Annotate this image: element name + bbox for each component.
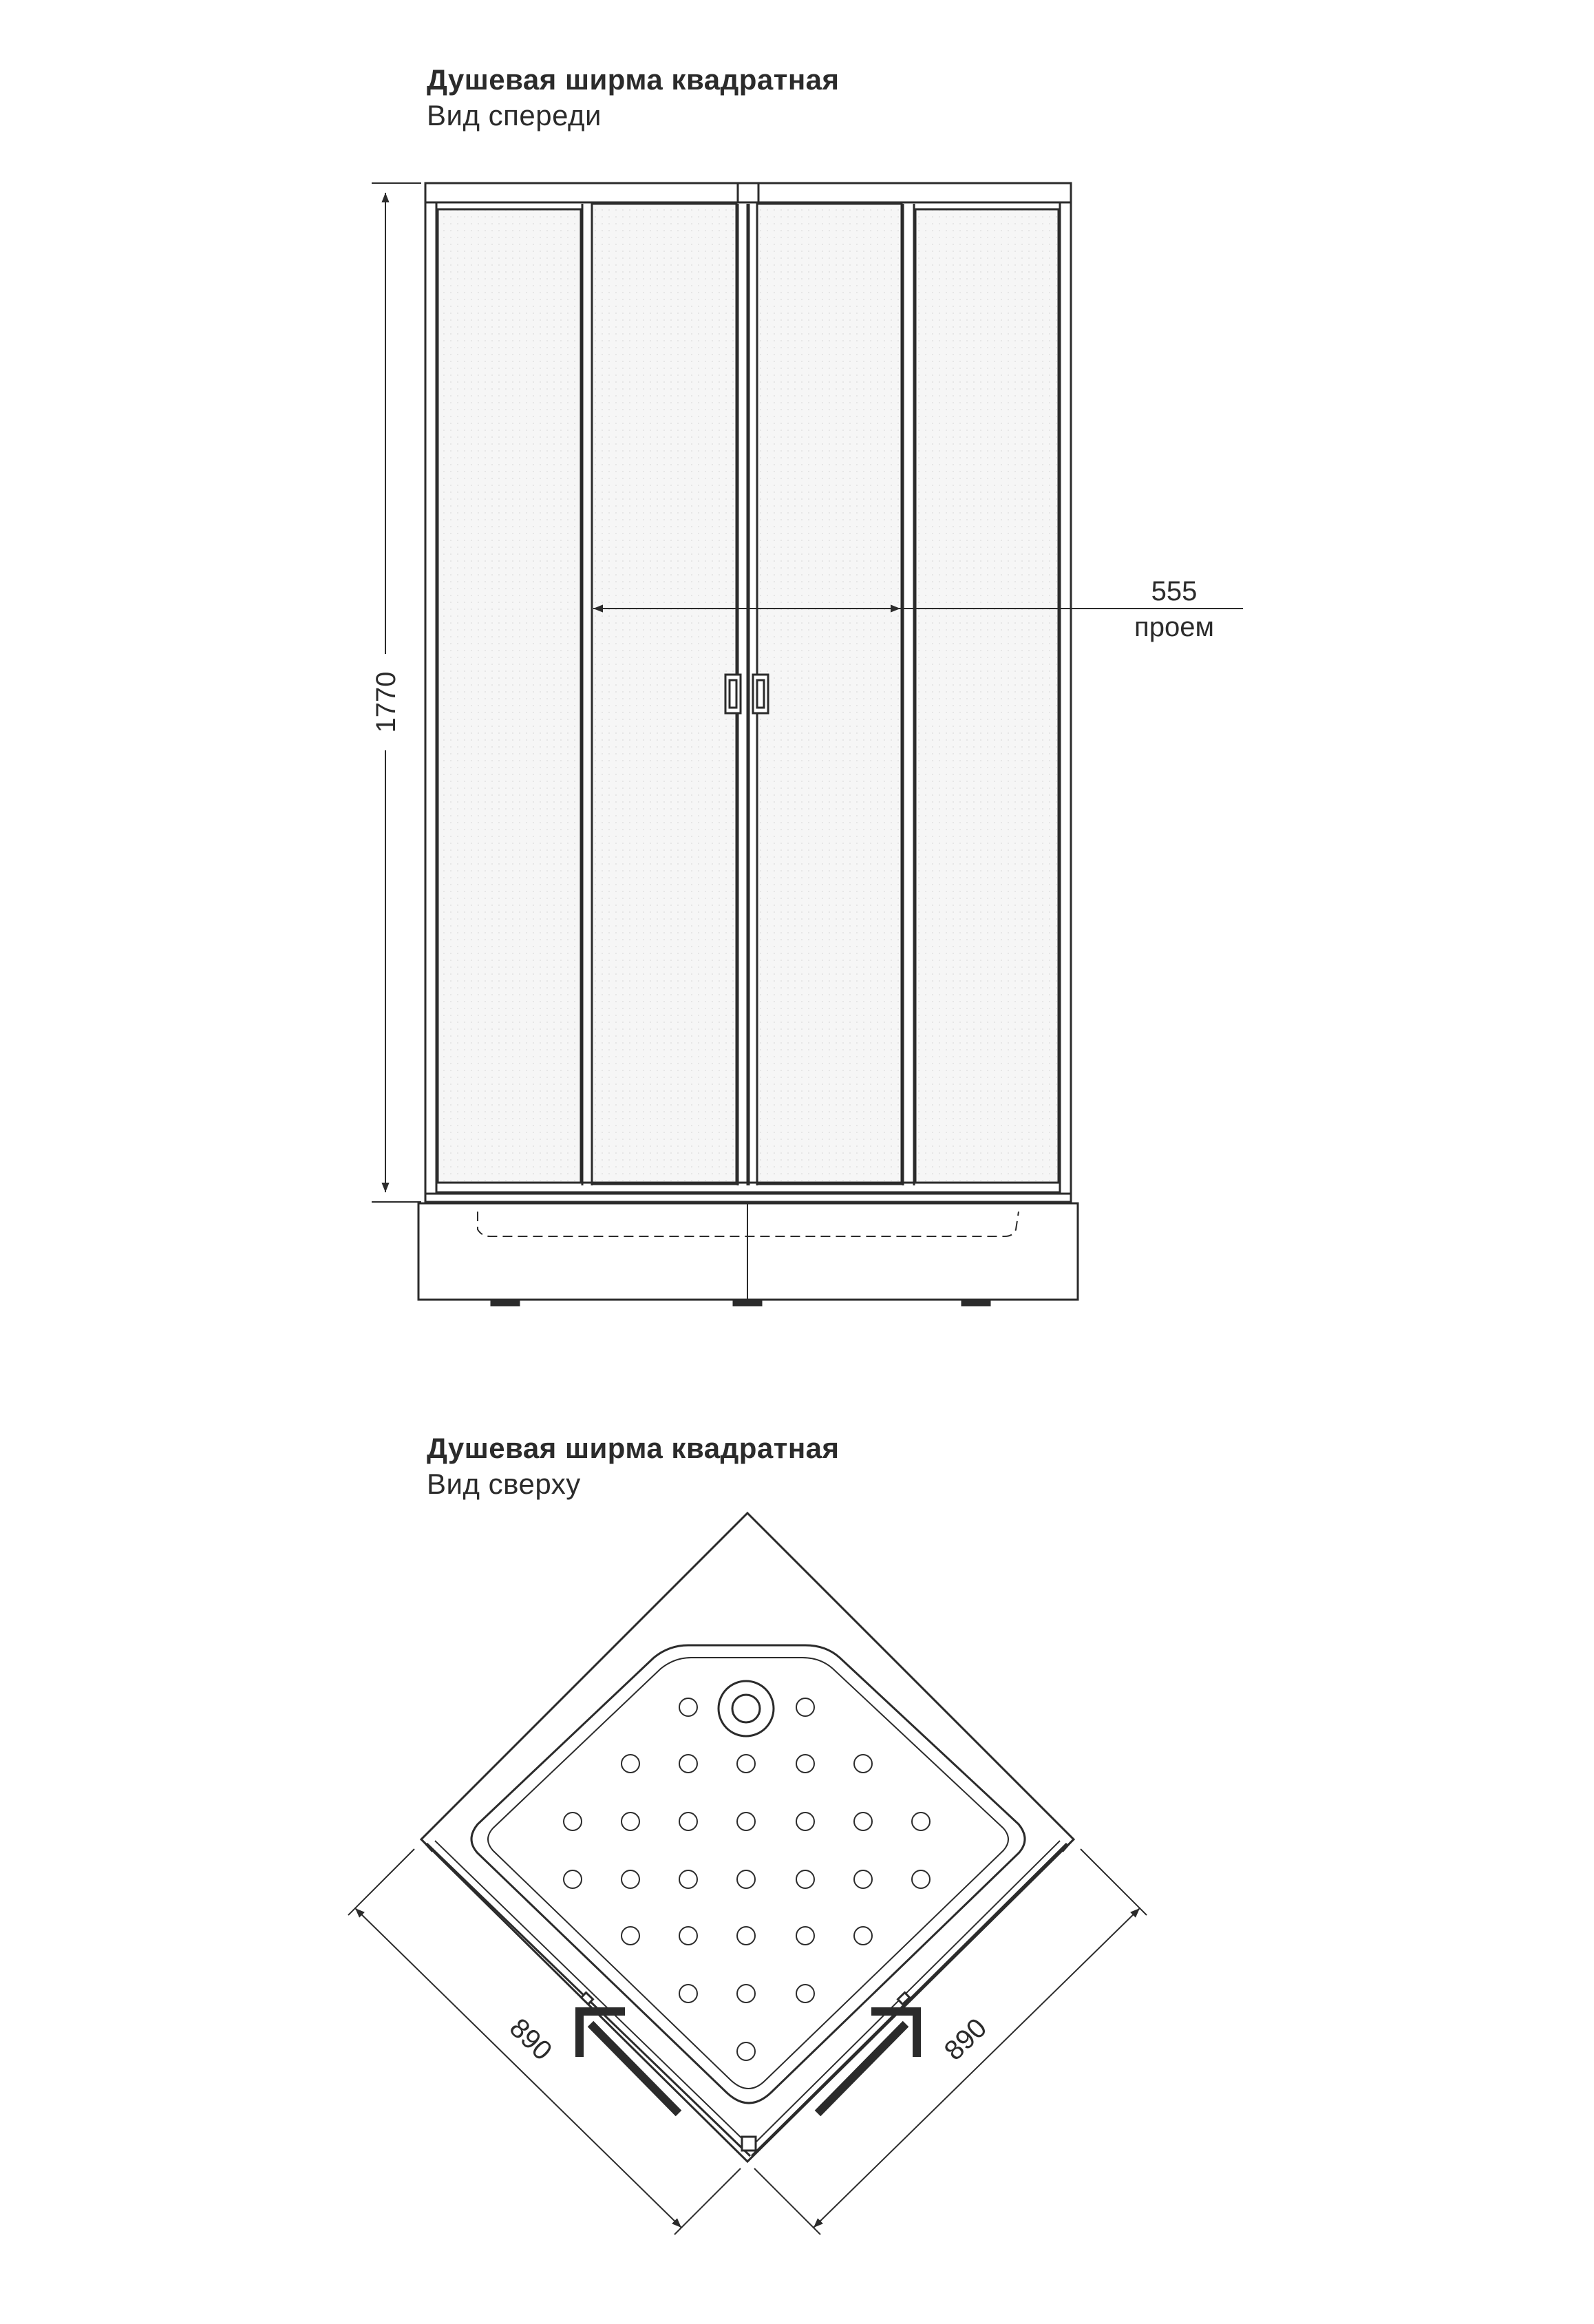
left-side-dim-label: 890 [503, 2012, 558, 2067]
anti-slip-dot [679, 1927, 697, 1945]
height-dim-label: 1770 [371, 671, 401, 733]
anti-slip-dot [737, 1927, 755, 1945]
anti-slip-dot [679, 1985, 697, 2003]
anti-slip-dot [621, 1813, 639, 1830]
anti-slip-dot [621, 1755, 639, 1773]
anti-slip-dot [621, 1870, 639, 1888]
anti-slip-dot [854, 1813, 872, 1830]
anti-slip-dot [564, 1870, 582, 1888]
anti-slip-dot [737, 2042, 755, 2060]
left-sliding-door [592, 204, 736, 1184]
front-view-subtitle: Вид спереди [427, 99, 602, 131]
anti-slip-dot [737, 1870, 755, 1888]
tray-foot [734, 1300, 761, 1305]
anti-slip-dot [737, 1985, 755, 2003]
anti-slip-dot [796, 1870, 814, 1888]
anti-slip-dot [796, 1985, 814, 2003]
opening-label: проем [1134, 612, 1214, 642]
right-fixed-panel [915, 209, 1059, 1183]
right-sliding-door [757, 204, 902, 1184]
tray-foot [491, 1300, 519, 1305]
top-view [421, 1513, 1074, 2162]
anti-slip-dot [679, 1813, 697, 1830]
front-view [418, 183, 1078, 1305]
anti-slip-dot [796, 1927, 814, 1945]
anti-slip-dot [679, 1870, 697, 1888]
anti-slip-dot [621, 1927, 639, 1945]
anti-slip-dot [737, 1813, 755, 1830]
anti-slip-dot [737, 1755, 755, 1773]
top-view-title: Душевая ширма квадратная [427, 1432, 840, 1464]
top-center-clip [738, 183, 758, 202]
front-view-title: Душевая ширма квадратная [427, 63, 840, 96]
corner-clip [742, 2137, 756, 2151]
anti-slip-dot [564, 1813, 582, 1830]
anti-slip-dot [679, 1755, 697, 1773]
anti-slip-dot [854, 1927, 872, 1945]
anti-slip-dot [912, 1813, 930, 1830]
top-view-subtitle: Вид сверху [427, 1468, 581, 1500]
anti-slip-dot [679, 1698, 697, 1716]
opening-dim-label: 555 [1151, 576, 1198, 606]
anti-slip-dot [796, 1813, 814, 1830]
anti-slip-dot [796, 1755, 814, 1773]
anti-slip-dot [912, 1870, 930, 1888]
drain-outer [719, 1681, 774, 1736]
anti-slip-dot [854, 1870, 872, 1888]
right-side-dim-label: 890 [938, 2012, 993, 2067]
anti-slip-dot [854, 1755, 872, 1773]
tray-foot [962, 1300, 990, 1305]
left-fixed-panel [438, 209, 581, 1183]
anti-slip-dot [796, 1698, 814, 1716]
